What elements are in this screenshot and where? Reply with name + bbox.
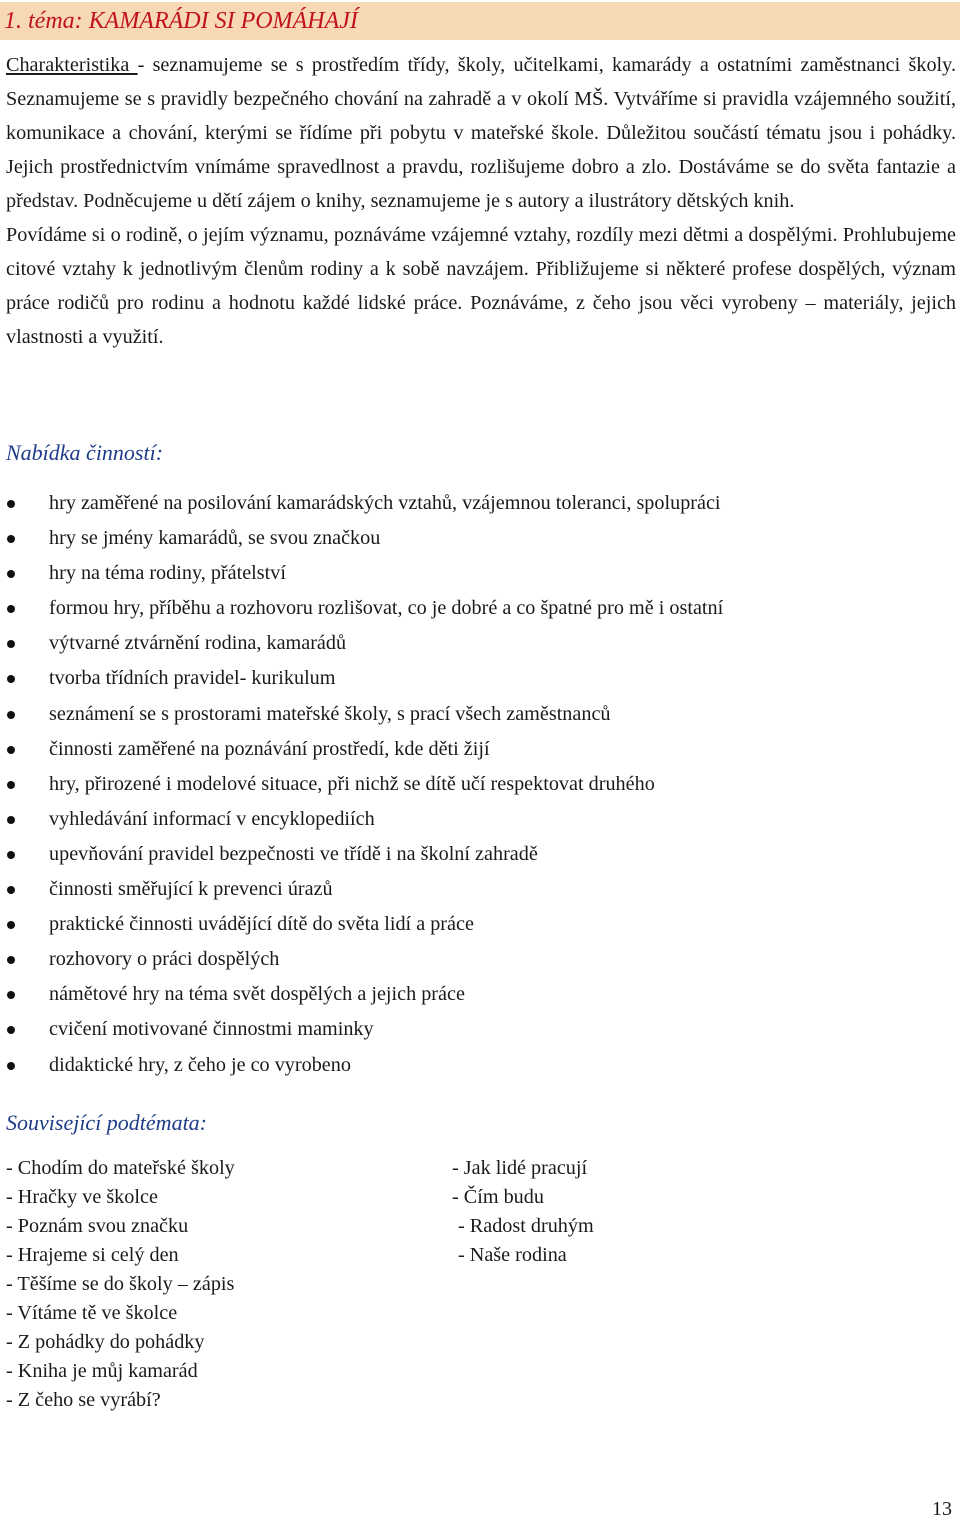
subtopic-item: - Radost druhým [458,1215,594,1237]
characteristic-paragraph-2: Povídáme si o rodině, o jejím významu, poznáváme vzájemné vztahy, rozdíly mezi dětmi a dospělými. Prohlubujeme citové vztahy k jednotlivým členům rodiny a k sobě navzájem. Přibližujeme si některé profese dospělých, význam práce rodičů pro rodinu a hodnotu každé lidské práce. Poznáváme, z čeho jsou věci vyrobeny – materiály, jejich vlastnosti a využití. [6,224,956,348]
activity-list [0,486,950,1083]
characteristic-text: - seznamujeme se s prostředím třídy, školy, učitelkami, kamarády a ostatními zaměstnanci školy. Seznamujeme se s pravidly bezpečného chování na zahradě a v okolí MŠ. Vytváříme si pravidla vzájemného soužití, komunikace a chování, kterými se řídíme při pobytu v mateřské škole. Důležitou součástí tématu jsou i pohádky. Jejich prostřednictvím vnímáme spravedlnost a pravdu, rozlišujeme dobro a zlo. Dostáváme se do světa fantazie a představ. Podněcujeme u dětí zájem o knihy, seznamujeme je s autory a ilustrátory dětských knih. [6,54,956,212]
page-number: 13 [932,1498,952,1520]
subtopic-item: - Čím budu [452,1186,544,1208]
subtopic-item: - Poznám svou značku [6,1215,189,1237]
subtopics-left-column [6,1154,235,1415]
subtopics-title: Související podtémata: [6,1110,208,1135]
subtopic-item: - Hrajeme si celý den [6,1244,179,1266]
subtopics-right-column [452,1154,594,1270]
page-heading: 1. téma: KAMARÁDI SI POMÁHAJÍ [0,2,960,40]
list-item: hry se jmény kamarádů, se svou značkou [0,521,950,556]
list-item: seznámení se s prostorami mateřské školy, s prací všech zaměstnanců [0,697,950,732]
offer-title: Nabídka činností: [6,440,164,465]
subtopic-item: - Jak lidé pracují [452,1157,588,1179]
list-item: vyhledávání informací v encyklopediích [0,802,950,837]
list-item: činnosti směřující k prevenci úrazů [0,872,950,907]
characteristic-label: Charakteristika [6,54,138,76]
list-item: upevňování pravidel bezpečnosti ve třídě i na školní zahradě [0,837,950,872]
list-item: cvičení motivované činnostmi maminky [0,1012,950,1047]
list-item: tvorba třídních pravidel- kurikulum [0,661,950,696]
subtopic-item: - Z čeho se vyrábí? [6,1389,161,1411]
list-item: činnosti zaměřené na poznávání prostředí, kde děti žijí [0,732,950,767]
subtopic-item: - Vítáme tě ve školce [6,1302,178,1324]
subtopic-item: - Chodím do mateřské školy [6,1157,235,1179]
subtopic-item: - Naše rodina [458,1244,567,1266]
characteristic-paragraph [6,48,956,218]
list-item: hry, přirozené i modelové situace, při nichž se dítě učí respektovat druhého [0,767,950,802]
list-item: praktické činnosti uvádějící dítě do světa lidí a práce [0,907,950,942]
subtopic-item: - Kniha je můj kamarád [6,1360,198,1382]
list-item: hry zaměřené na posilování kamarádských vztahů, vzájemnou toleranci, spolupráci [0,486,950,521]
list-item: formou hry, příběhu a rozhovoru rozlišovat, co je dobré a co špatné pro mě i ostatní [0,591,950,626]
list-item: rozhovory o práci dospělých [0,942,950,977]
subtopic-item: - Těšíme se do školy – zápis [6,1273,235,1295]
subtopic-item: - Z pohádky do pohádky [6,1331,205,1353]
list-item: didaktické hry, z čeho je co vyrobeno [0,1048,950,1083]
subtopic-item: - Hračky ve školce [6,1186,158,1208]
characteristic-section [6,48,956,354]
list-item: hry na téma rodiny, přátelství [0,556,950,591]
list-item: námětové hry na téma svět dospělých a jejich práce [0,977,950,1012]
list-item: výtvarné ztvárnění rodina, kamarádů [0,626,950,661]
